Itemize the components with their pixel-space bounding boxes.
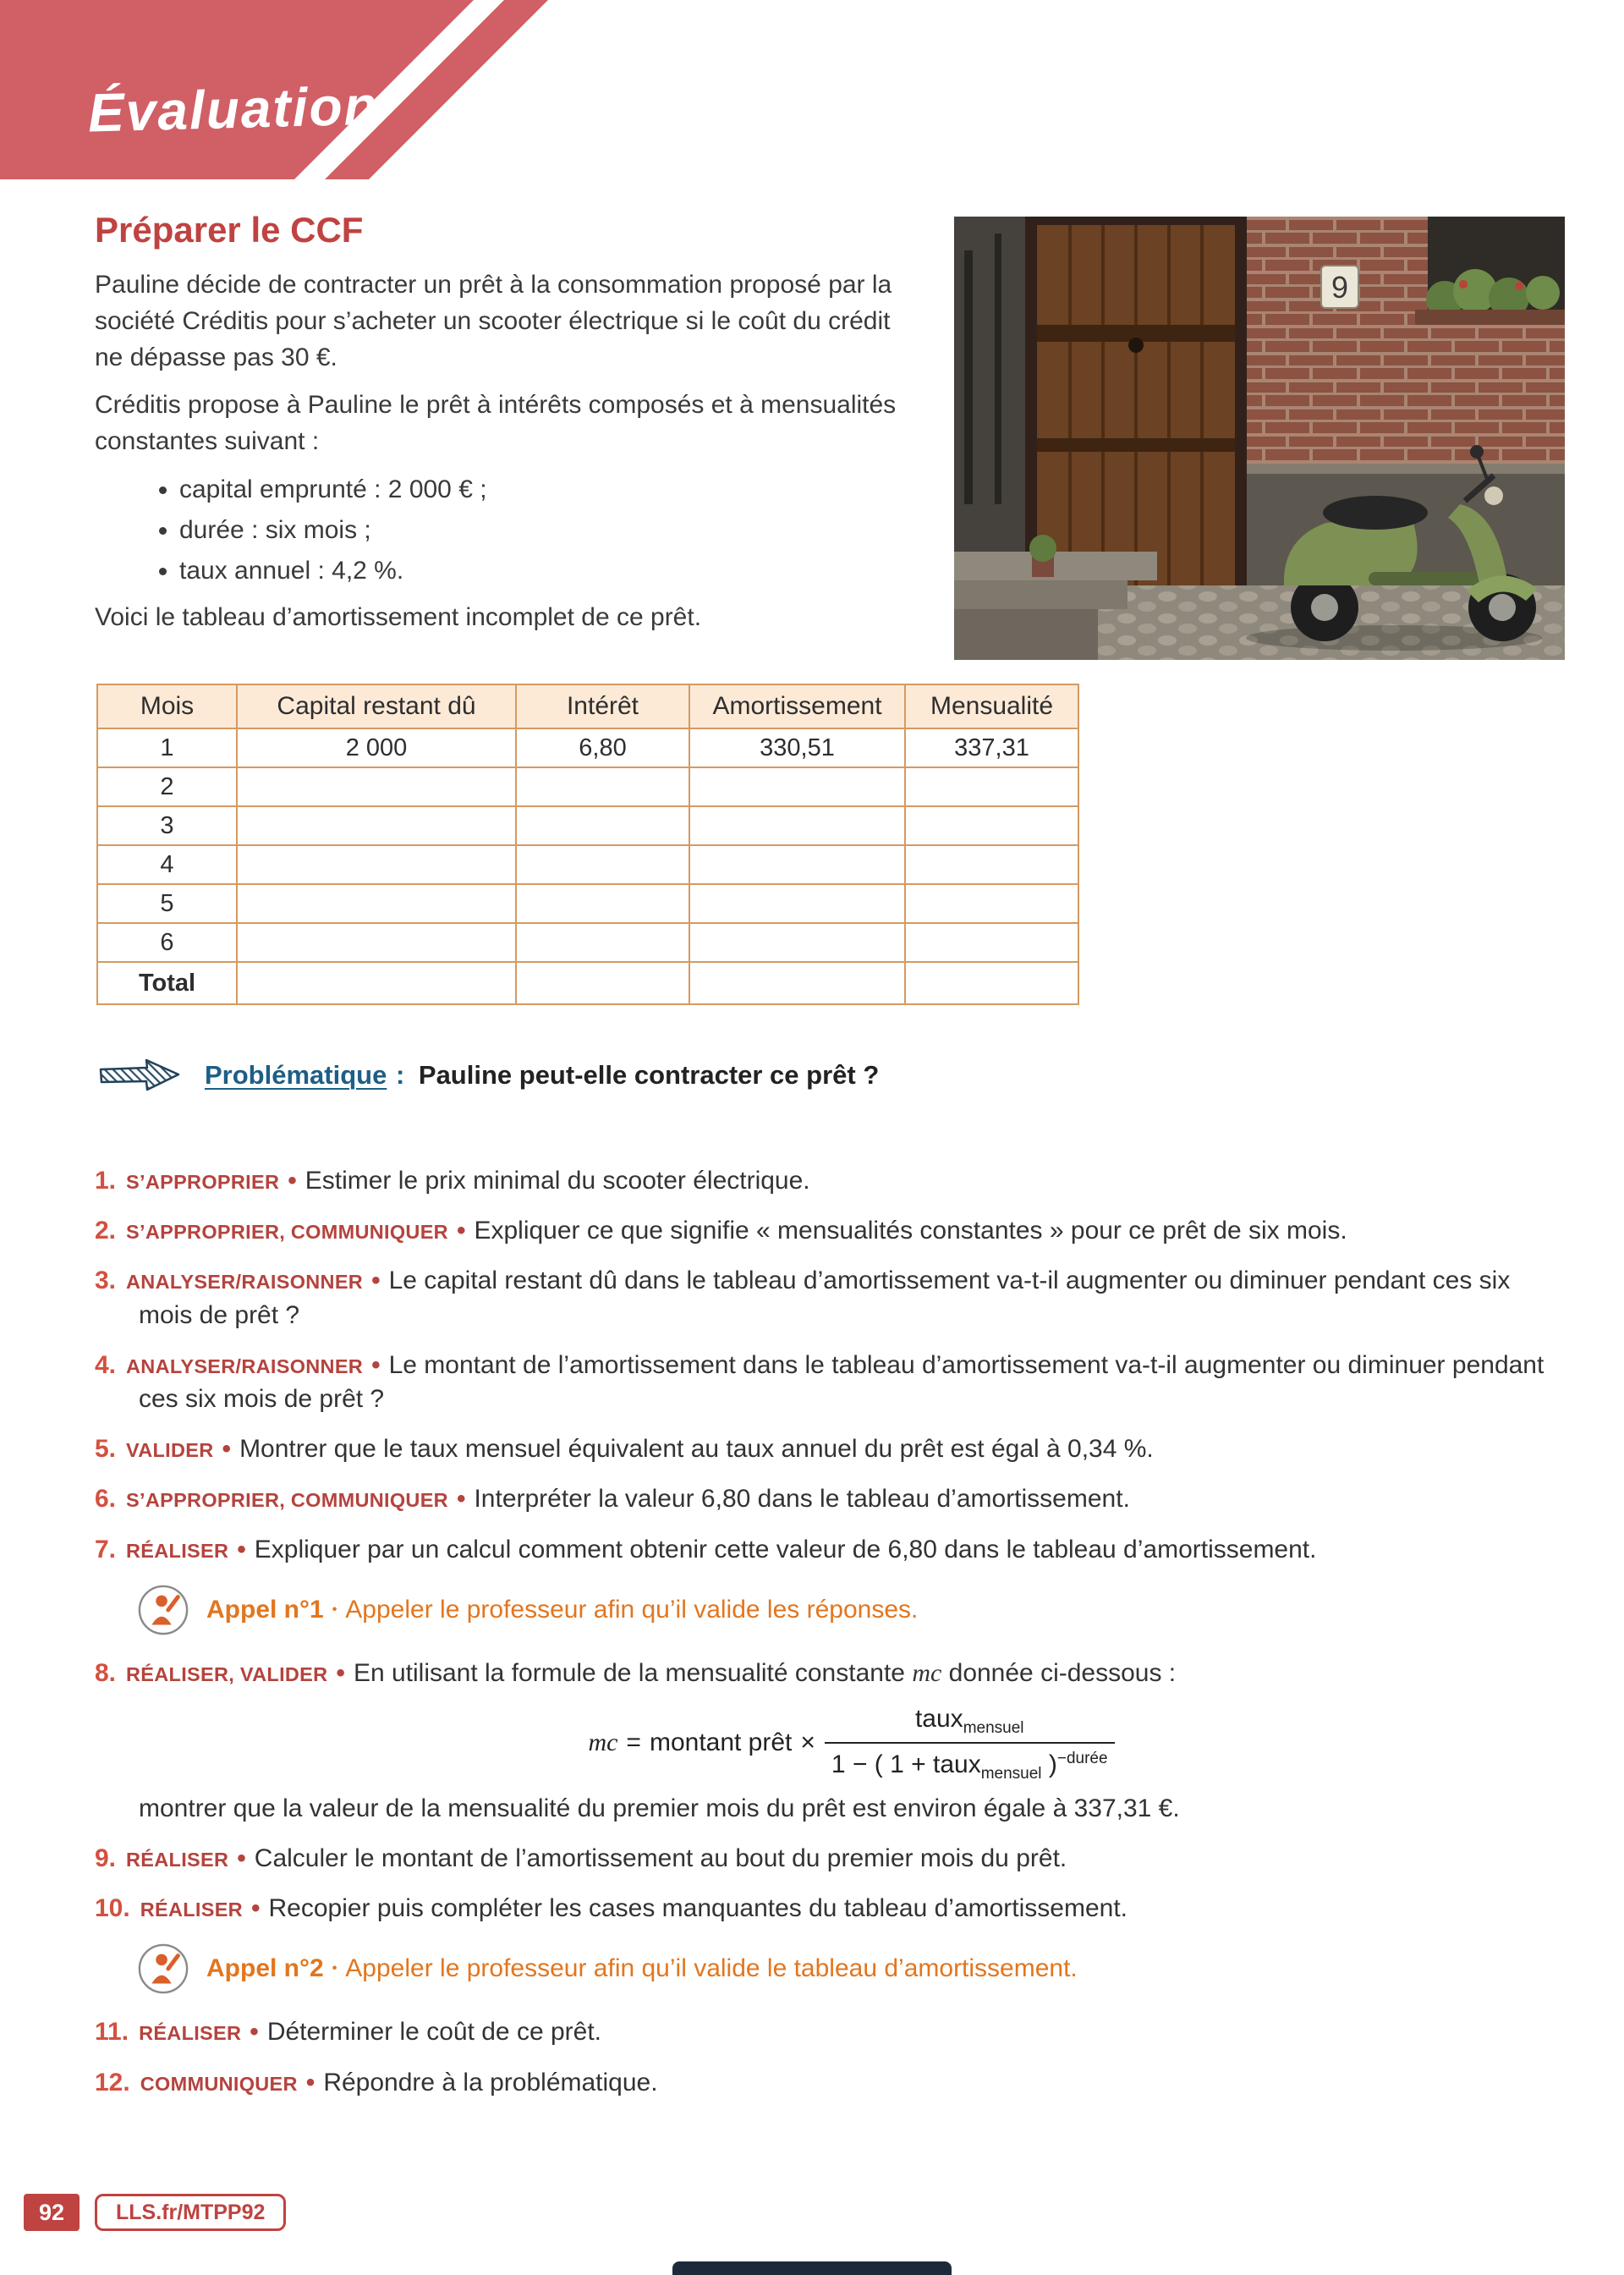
cell [689, 884, 905, 923]
page-number: 92 [24, 2194, 80, 2231]
competency-label: VALIDER [126, 1439, 214, 1462]
evaluation-banner [0, 0, 558, 179]
bullet-separator: • [222, 1435, 232, 1464]
question-11 [95, 2015, 1565, 2049]
formula-num-sub: mensuel [963, 1718, 1024, 1737]
scooter-photo-illustration [954, 217, 1565, 660]
question-12 [95, 2066, 1565, 2100]
table-row [97, 923, 1078, 962]
question-5 [95, 1432, 1565, 1466]
question-text: Déterminer le coût de ce prêt. [266, 2018, 601, 2047]
formula-num-base: taux [914, 1704, 963, 1733]
question-number: 3. [95, 1267, 117, 1295]
question-number: 5. [95, 1435, 117, 1464]
cell [516, 767, 689, 806]
cell [516, 962, 689, 1004]
cell [516, 806, 689, 845]
question-text: Le montant de l’amortissement dans le tableau d’amortissement va-t-il augmenter ou diminuer pendant ces six mois de prêt ? [139, 1350, 1544, 1413]
question-1 [95, 1164, 1565, 1198]
problematique [98, 1056, 1565, 1095]
question-10 [95, 1892, 1565, 1926]
cell: 6 [97, 923, 237, 962]
competency-label: RÉALISER [140, 1899, 243, 1921]
competency-label: ANALYSER/RAISONNER [126, 1355, 364, 1377]
problematique-question: Pauline peut-elle contracter ce prêt ? [418, 1060, 880, 1090]
question-text: Montrer que le taux mensuel équivalent au taux annuel du prêt est égal à 0,34 %. [239, 1435, 1154, 1464]
formula-denominator [825, 1742, 1115, 1784]
competency-label: RÉALISER [126, 1539, 229, 1562]
bullet-separator: • [371, 1267, 381, 1295]
competency-label: S’APPROPRIER, COMMUNIQUER [126, 1221, 448, 1244]
bullet-separator: • [237, 1844, 246, 1872]
question-text: Recopier puis compléter les cases manquantes du tableau d’amortissement. [268, 1894, 1128, 1923]
table-total-row [97, 962, 1078, 1004]
cell [905, 767, 1078, 806]
header-mois: Mois [97, 684, 237, 728]
intro-paragraph-1: Pauline décide de contracter un prêt à la consommation proposé par la société Créditis pour s’acheter un scooter électrique si le coût du crédit ne dépasse pas 30 €. [95, 271, 892, 371]
cell-total-label: Total [97, 962, 237, 1004]
appel-title: Appel n°2 [206, 1954, 324, 1983]
question-text: Le capital restant dû dans le tableau d’amortissement va-t-il augmenter ou diminuer pendant ces six mois de prêt ? [139, 1267, 1511, 1329]
question-2 [95, 1214, 1565, 1248]
cell [905, 806, 1078, 845]
competency-label: COMMUNIQUER [140, 2072, 298, 2095]
formula-equals: = [626, 1728, 641, 1756]
header-amortissement: Amortissement [689, 684, 905, 728]
header-mensualite: Mensualité [905, 684, 1078, 728]
banner-title: Évaluation [87, 74, 380, 144]
bullet-separator: • [305, 2068, 315, 2096]
appel-2 [137, 1943, 1565, 1995]
cell: 337,31 [905, 728, 1078, 767]
question-number: 11. [95, 2018, 129, 2047]
question-number: 12. [95, 2068, 130, 2096]
intro-paragraph-2: Créditis propose à Pauline le prêt à intérêts composés et à mensualités constantes suivant : [95, 390, 897, 455]
question-3 [95, 1264, 1565, 1332]
bullet-separator: • [371, 1350, 381, 1379]
question-4 [95, 1349, 1565, 1416]
question-8 [95, 1657, 1565, 1826]
cell [689, 923, 905, 962]
amortization-table [96, 684, 1079, 1005]
bullet-separator: • [288, 1167, 297, 1195]
formula-numerator [825, 1702, 1115, 1742]
bottom-bar [672, 2261, 952, 2275]
competency-label: ANALYSER/RAISONNER [126, 1271, 364, 1294]
appel-text: Appeler le professeur afin qu’il valide le tableau d’amortissement. [345, 1954, 1078, 1983]
question-text: donnée ci-dessous : [941, 1658, 1177, 1687]
cell: 2 000 [237, 728, 516, 767]
table-row [97, 767, 1078, 806]
formula-exponent: −durée [1056, 1750, 1108, 1768]
loan-term-duration: • durée : six mois ; [179, 511, 907, 549]
lls-link[interactable]: LLS.fr/MTPP92 [95, 2194, 286, 2231]
question-text: Répondre à la problématique. [323, 2068, 658, 2096]
competency-label: RÉALISER [139, 2022, 242, 2045]
question-number: 10. [95, 1894, 130, 1923]
formula-factor: montant prêt [649, 1728, 793, 1756]
question-7 [95, 1533, 1565, 1567]
cell [237, 884, 516, 923]
question-6 [95, 1482, 1565, 1516]
bullet-separator: • [250, 1894, 261, 1923]
mensuality-formula [584, 1702, 1119, 1785]
question-number: 8. [95, 1658, 117, 1687]
cell [237, 806, 516, 845]
bullet-separator: • [250, 2018, 259, 2047]
cell: 3 [97, 806, 237, 845]
formula-den-pre: 1 − ( 1 + taux [831, 1750, 981, 1779]
question-text: Expliquer par un calcul comment obtenir cette valeur de 6,80 dans le tableau d’amortissement. [254, 1535, 1317, 1563]
question-8-continuation: montrer que la valeur de la mensualité du premier mois du prêt est environ égale à 337,31 €. [139, 1794, 1180, 1822]
competency-label: RÉALISER, VALIDER [126, 1662, 328, 1685]
table-row [97, 845, 1078, 884]
competency-label: RÉALISER [126, 1848, 229, 1871]
appel-icon [137, 1943, 189, 1995]
cell [905, 923, 1078, 962]
cell [237, 845, 516, 884]
cell: 6,80 [516, 728, 689, 767]
table-header-row [97, 684, 1078, 728]
cell [905, 845, 1078, 884]
cell [237, 962, 516, 1004]
question-9 [95, 1842, 1565, 1876]
question-number: 4. [95, 1350, 117, 1379]
cell: 5 [97, 884, 237, 923]
section-heading: Préparer le CCF [95, 210, 364, 250]
header-interet: Intérêt [516, 684, 689, 728]
problematique-label: Problématique [205, 1060, 387, 1090]
door-plant [1029, 535, 1056, 577]
question-text: Calculer le montant de l’amortissement au bout du premier mois du prêt. [254, 1844, 1067, 1872]
formula-den-close: ) [1041, 1750, 1057, 1779]
formula-lhs: mc [588, 1728, 618, 1756]
cell [689, 962, 905, 1004]
house-number-plaque [1321, 266, 1358, 308]
question-text: Estimer le prix minimal du scooter électrique. [304, 1167, 810, 1195]
cell [689, 806, 905, 845]
cell [237, 923, 516, 962]
formula-fraction [825, 1702, 1115, 1785]
cell [516, 884, 689, 923]
cell [905, 962, 1078, 1004]
bullet-separator: • [332, 1961, 337, 1976]
competency-label: S’APPROPRIER, COMMUNIQUER [126, 1489, 448, 1512]
appel-title: Appel n°1 [206, 1595, 324, 1624]
intro-paragraph-3: Voici le tableau d’amortissement incomplet de ce prêt. [95, 603, 702, 632]
scooter-photo [954, 217, 1565, 660]
cell [905, 884, 1078, 923]
cell [516, 845, 689, 884]
bullet-separator: • [456, 1485, 466, 1514]
cell [237, 767, 516, 806]
formula-den-sub: mensuel [980, 1765, 1042, 1783]
cell: 4 [97, 845, 237, 884]
header-capital: Capital restant dû [237, 684, 516, 728]
problematique-colon: : [388, 1060, 412, 1090]
question-text: Expliquer ce que signifie « mensualités constantes » pour ce prêt de six mois. [474, 1217, 1347, 1245]
competency-label: S’APPROPRIER [126, 1171, 280, 1193]
question-text: En utilisant la formule de la mensualité constante [353, 1658, 913, 1687]
cell [516, 923, 689, 962]
appel-text: Appeler le professeur afin qu’il valide les réponses. [345, 1595, 919, 1624]
house-number: 9 [1330, 270, 1349, 305]
loan-terms-list [95, 470, 907, 590]
problematique-arrow-icon [98, 1056, 183, 1095]
question-text: Interpréter la valeur 6,80 dans le tableau d’amortissement. [474, 1485, 1130, 1514]
bullet-separator: • [332, 1602, 337, 1617]
loan-term-rate: • taux annuel : 4,2 %. [179, 552, 907, 590]
cell: 330,51 [689, 728, 905, 767]
question-number: 1. [95, 1167, 117, 1195]
appel-icon [137, 1584, 189, 1636]
bullet-separator: • [237, 1535, 246, 1563]
formula-times: × [800, 1728, 815, 1756]
question-number: 6. [95, 1485, 117, 1514]
loan-term-capital: • capital emprunté : 2 000 € ; [179, 470, 907, 508]
question-number: 9. [95, 1844, 117, 1872]
questions-list [95, 1164, 1565, 2100]
bullet-separator: • [336, 1658, 345, 1687]
cell: 1 [97, 728, 237, 767]
cell [689, 845, 905, 884]
table-row [97, 884, 1078, 923]
table-row [97, 728, 1078, 767]
cell [689, 767, 905, 806]
cell: 2 [97, 767, 237, 806]
bullet-separator: • [456, 1217, 466, 1245]
wooden-door [1025, 217, 1247, 585]
appel-1 [137, 1584, 1565, 1636]
table-row [97, 806, 1078, 845]
mc-symbol: mc [912, 1658, 942, 1687]
question-number: 7. [95, 1535, 117, 1563]
question-number: 2. [95, 1217, 117, 1245]
